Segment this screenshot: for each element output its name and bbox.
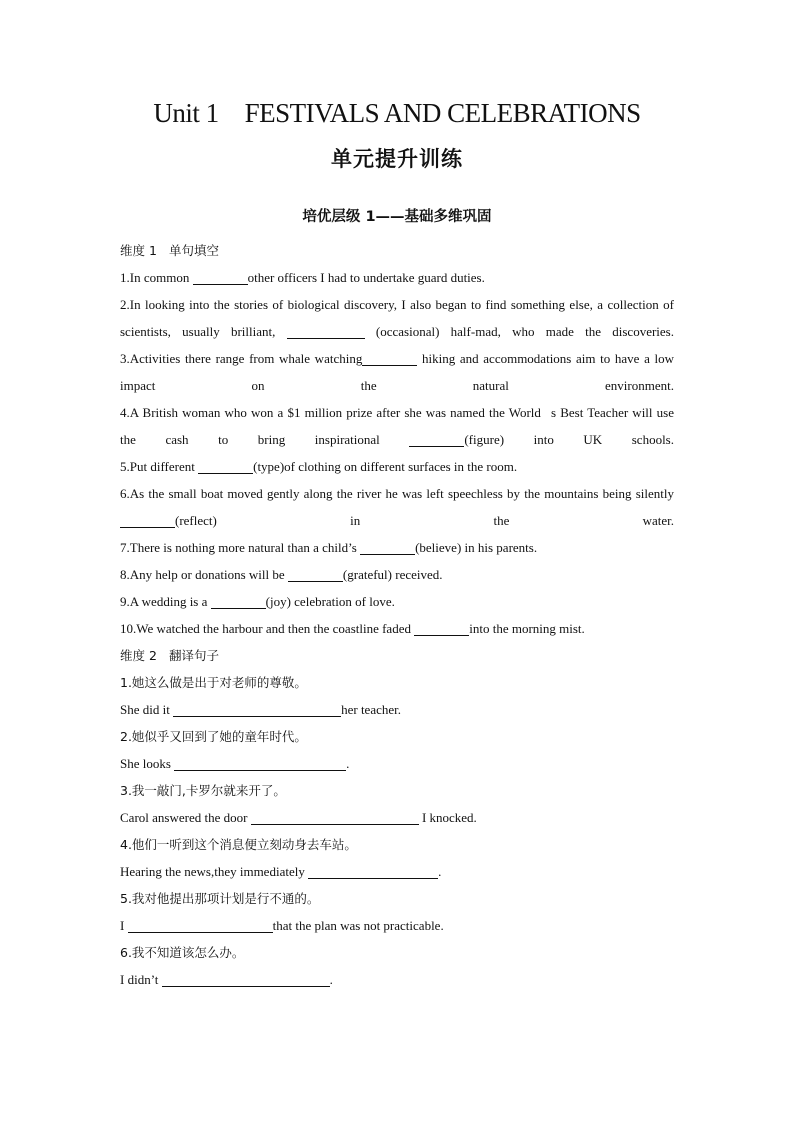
answer-blank[interactable] xyxy=(414,621,469,636)
answer-blank[interactable] xyxy=(409,432,464,447)
translation-answer-1: She did it her teacher. xyxy=(120,702,401,717)
section-heading-2: 维度 2 翻译句子 xyxy=(120,648,219,663)
translation-prompt-1: 1.她这么做是出于对老师的尊敬。 xyxy=(120,675,307,690)
translation-prompt-3: 3.我一敲门,卡罗尔就来开了。 xyxy=(120,783,286,798)
exercise-content xyxy=(120,237,674,993)
answer-blank[interactable] xyxy=(174,756,346,771)
translation-prompt-6: 6.我不知道该怎么办。 xyxy=(120,945,245,960)
question-7: 7.There is nothing more natural than a child’s (believe) in his parents. xyxy=(120,540,538,555)
question-6: 6.As the small boat moved gently along the river he was left speechless by the mountains being silently (reflect) in the water. xyxy=(120,486,674,528)
answer-blank[interactable] xyxy=(198,459,253,474)
translation-answer-5: I that the plan was not practicable. xyxy=(120,918,444,933)
translation-prompt-2: 2.她似乎又回到了她的童年时代。 xyxy=(120,729,307,744)
page-subtitle: 单元提升训练 xyxy=(331,147,463,171)
unit-name: FESTIVALS AND CELEBRATIONS xyxy=(244,98,641,128)
question-9: 9.A wedding is a (joy) celebration of love. xyxy=(120,594,395,609)
unit-number: Unit 1 xyxy=(153,98,219,128)
question-5: 5.Put different (type)of clothing on different surfaces in the room. xyxy=(120,459,518,474)
answer-blank[interactable] xyxy=(288,567,343,582)
answer-blank[interactable] xyxy=(162,972,330,987)
answer-blank[interactable] xyxy=(362,351,417,366)
answer-blank[interactable] xyxy=(120,513,175,528)
answer-blank[interactable] xyxy=(287,324,365,339)
question-3: 3.Activities there range from whale watching hiking and accommodations aim to have a low impact on the natural environment. xyxy=(120,351,675,393)
question-8: 8.Any help or donations will be (grateful) received. xyxy=(120,567,443,582)
answer-blank[interactable] xyxy=(173,702,341,717)
question-2: 2.In looking into the stories of biological discovery, I also began to find something else, a collection of scientists, usually brilliant, (occasional) half-mad, who made the discoveries. xyxy=(120,297,674,339)
unit-title xyxy=(0,98,794,129)
answer-blank[interactable] xyxy=(251,810,419,825)
answer-blank[interactable] xyxy=(360,540,415,555)
translation-answer-6: I didn’t . xyxy=(120,972,333,987)
answer-blank[interactable] xyxy=(193,270,248,285)
translation-answer-3: Carol answered the door I knocked. xyxy=(120,810,477,825)
level-heading: 培优层级 1——基础多维巩固 xyxy=(302,209,492,225)
translation-prompt-5: 5.我对他提出那项计划是行不通的。 xyxy=(120,891,320,906)
question-10: 10.We watched the harbour and then the coastline faded into the morning mist. xyxy=(120,621,585,636)
answer-blank[interactable] xyxy=(308,864,438,879)
answer-blank[interactable] xyxy=(211,594,266,609)
translation-answer-4: Hearing the news,they immediately . xyxy=(120,864,442,879)
translation-prompt-4: 4.他们一听到这个消息便立刻动身去车站。 xyxy=(120,837,357,852)
translation-answer-2: She looks . xyxy=(120,756,350,771)
section-heading-1: 维度 1 单句填空 xyxy=(120,243,219,258)
answer-blank[interactable] xyxy=(128,918,273,933)
question-4: 4.A British woman who won a $1 million prize after she was named the World s Best Teacher will use the cash to bring inspirational (figure) into UK schools. xyxy=(120,405,674,447)
question-1: 1.In common other officers I had to undertake guard duties. xyxy=(120,270,485,285)
